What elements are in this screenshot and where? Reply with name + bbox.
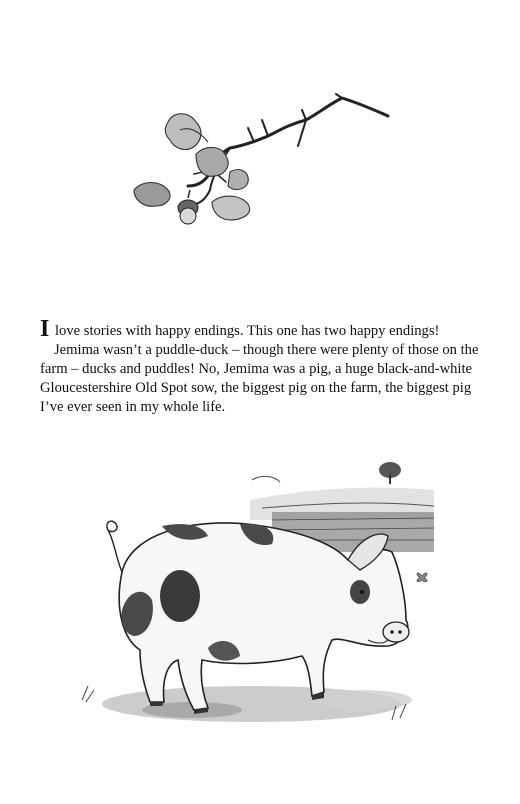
ground-shadow — [82, 686, 412, 722]
oak-branch-illustration — [130, 90, 392, 230]
story-text — [40, 316, 482, 417]
pig — [107, 521, 409, 714]
paragraph-2: Jemima wasn’t a puddle-duck – though there were plenty of those on the farm – ducks and puddles! No, Jemima was a pig, a huge black-and-white Gloucestershire Old Spot sow, the biggest pig on the farm, the biggest pig I’ve ever seen in my whole life. — [40, 342, 479, 415]
butterfly-icon — [417, 573, 427, 582]
drop-cap: I — [40, 316, 50, 342]
paragraph-1-text: love stories with happy endings. This one has two happy endings! — [51, 323, 440, 339]
paragraph-1 — [40, 316, 482, 342]
spotted-pig-illustration — [62, 460, 442, 732]
